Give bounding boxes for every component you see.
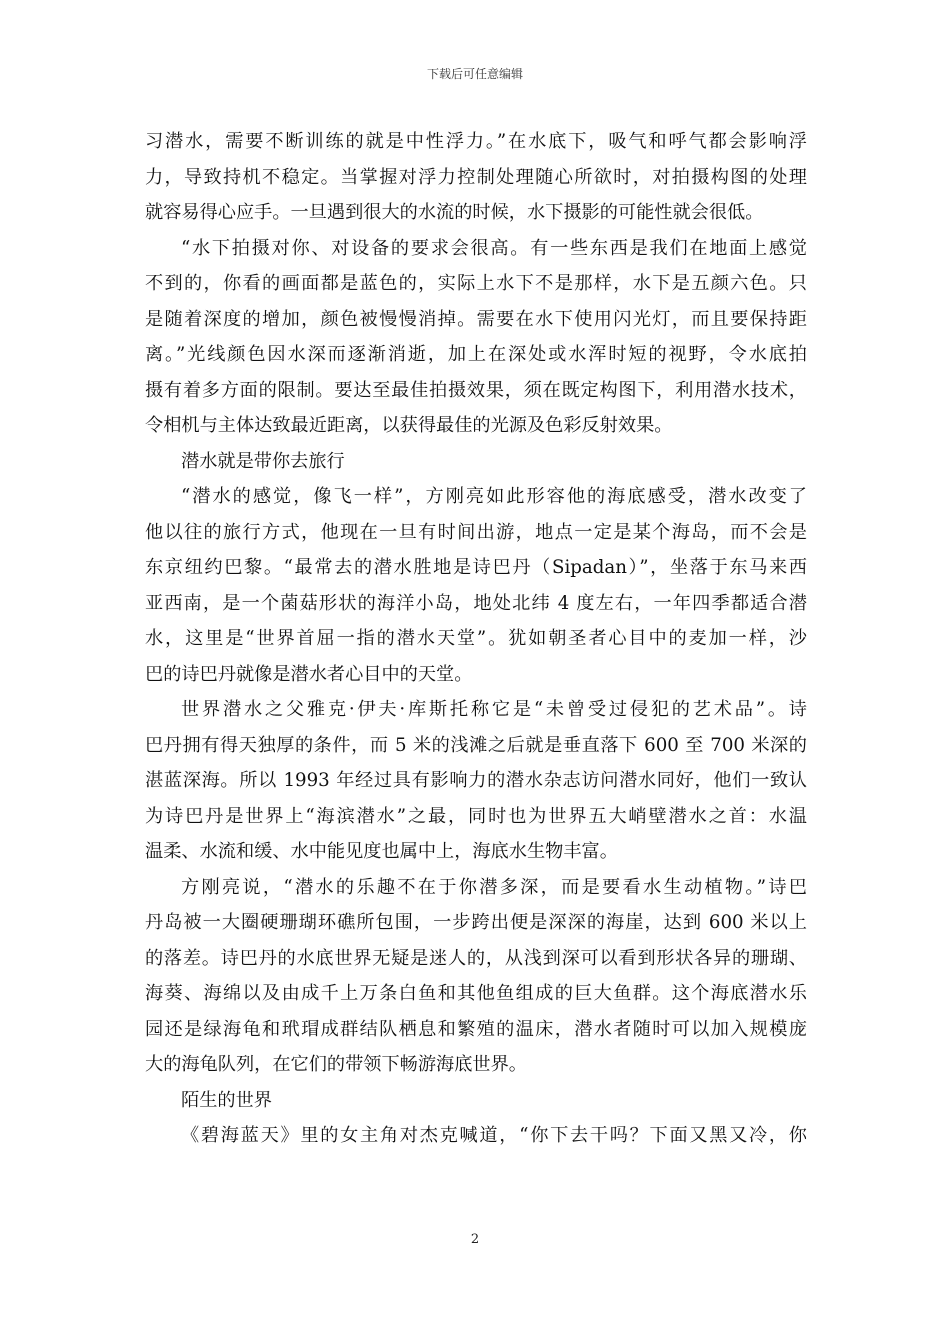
- text-line: 他以往的旅行方式，他现在一旦有时间出游，地点一定是某个海岛，而不会是: [145, 521, 807, 543]
- text-line: “潜水的感觉，像飞一样”，方刚亮如此形容他的海底感受，潜水改变了: [181, 486, 807, 507]
- text-line: 水，这里是“世界首屈一指的潜水天堂”。犹如朝圣者心目中的麦加一样，沙: [145, 628, 807, 649]
- page-number: 2: [470, 1232, 480, 1247]
- text-line: 力，导致持机不稳定。当掌握对浮力控制处理随心所欲时，对拍摄构图的处理: [145, 166, 807, 188]
- text-line: 陌生的世界: [181, 1089, 272, 1111]
- text-line: 就容易得心应手。一旦遇到很大的水流的时候，水下摄影的可能性就会很低。: [145, 202, 764, 223]
- text-line: 是随着深度的增加，颜色被慢慢消掉。需要在水下使用闪光灯，而且要保持距: [145, 308, 807, 330]
- text-line: 的落差。诗巴丹的水底世界无疑是迷人的，从浅到深可以看到形状各异的珊瑚、: [145, 947, 807, 969]
- text-line: 湛蓝深海。所以 1993 年经过具有影响力的潜水杂志访问潜水同好，他们一致认: [145, 770, 807, 791]
- page-header: 下载后可任意编辑: [426, 67, 523, 81]
- text-line: 摄有着多方面的限制。要达至最佳拍摄效果，须在既定构图下，利用潜水技术，: [145, 379, 807, 401]
- text-line: 世界潜水之父雅克·伊夫·库斯托称它是“未曾受过侵犯的艺术品”。诗: [181, 699, 807, 720]
- document-body: [145, 124, 807, 1154]
- text-line: 令相机与主体达致最近距离，以获得最佳的光源及色彩反射效果。: [145, 415, 673, 436]
- text-line: 亚西南，是一个菌菇形状的海洋小岛，地处北纬 4 度左右，一年四季都适合潜: [145, 592, 807, 614]
- text-line: 离。”光线颜色因水深而逐渐消逝，加上在深处或水浑时短的视野，令水底拍: [145, 344, 807, 365]
- text-line: 东京纽约巴黎。“最常去的潜水胜地是诗巴丹（Sipadan）”，坐落于东马来西: [145, 557, 807, 578]
- text-line: 潜水就是带你去旅行: [181, 450, 345, 472]
- text-line: 海葵、海绵以及由成千上万条白鱼和其他鱼组成的巨大鱼群。这个海底潜水乐: [145, 983, 807, 1004]
- text-line: 方刚亮说，“潜水的乐趣不在于你潜多深，而是要看水生动植物。”诗巴: [181, 876, 807, 898]
- text-line: 巴的诗巴丹就像是潜水者心目中的天堂。: [145, 663, 473, 685]
- text-line: 温柔、水流和缓、水中能见度也属中上，海底水生物丰富。: [145, 841, 618, 862]
- text-line: 大的海龟队列，在它们的带领下畅游海底世界。: [145, 1054, 527, 1075]
- text-line: 《碧海蓝天》里的女主角对杰克喊道，“你下去干吗？下面又黑又冷，你: [181, 1125, 807, 1146]
- text-line: 习潜水，需要不断训练的就是中性浮力。”在水底下，吸气和呼气都会影响浮: [145, 131, 807, 152]
- text-line: 巴丹拥有得天独厚的条件，而 5 米的浅滩之后就是垂直落下 600 至 700 米深的: [145, 734, 807, 756]
- text-line: 园还是绿海龟和玳瑁成群结队栖息和繁殖的温床，潜水者随时可以加入规模庞: [145, 1018, 807, 1040]
- text-line: “水下拍摄对你、对设备的要求会很高。有一些东西是我们在地面上感觉: [181, 237, 807, 259]
- text-line: 丹岛被一大圈硬珊瑚环礁所包围，一步跨出便是深深的海崖，达到 600 米以上: [145, 912, 807, 933]
- text-line: 不到的，你看的画面都是蓝色的，实际上水下不是那样，水下是五颜六色。只: [145, 273, 807, 294]
- text-line: 为诗巴丹是世界上“海滨潜水”之最，同时也为世界五大峭壁潜水之首：水温: [145, 805, 807, 827]
